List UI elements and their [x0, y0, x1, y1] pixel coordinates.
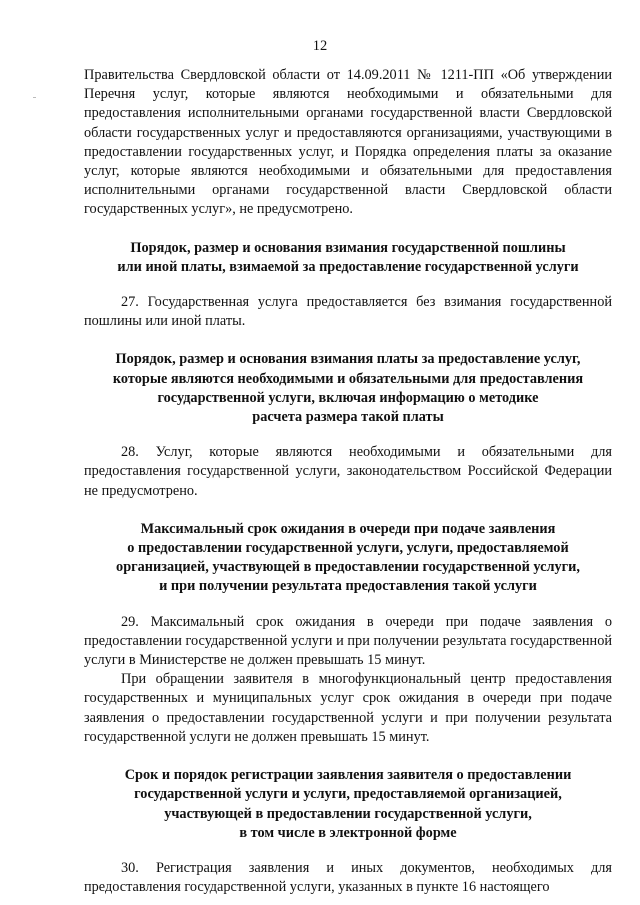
- spacer: [84, 747, 612, 766]
- page-number: 12: [312, 38, 328, 54]
- heading-line: государственной услуги, включая информацию о методике: [157, 389, 539, 406]
- paragraph-27: 27. Государственная услуга предоставляется без взимания государственной пошлины или иной платы.: [84, 294, 612, 330]
- heading-line: в том числе в электронной форме: [239, 824, 457, 841]
- heading-line: участвующей в предоставлении государственной услуги,: [164, 805, 532, 822]
- heading-line: и при получении результата предоставления такой услуги: [159, 578, 537, 595]
- spacer: [84, 843, 612, 859]
- paragraph-30: 30. Регистрация заявления и иных документов, необходимых для предоставления государственной услуги, указанных в пункте 16 настоящего: [84, 859, 612, 896]
- heading-line: государственной услуги и услуги, предоставляемой организацией,: [134, 786, 562, 803]
- heading-line: или иной платы, взимаемой за предоставление государственной услуги: [117, 258, 579, 275]
- spacer: [84, 277, 612, 293]
- heading-line: Порядок, размер и основания взимания государственной пошлины: [130, 239, 566, 256]
- heading-line: которые являются необходимыми и обязательными для предоставления: [112, 370, 584, 387]
- spacer: [84, 501, 612, 520]
- heading-line: о предоставлении государственной услуги, услуги, предоставляемой: [127, 540, 569, 557]
- heading-line: организацией, участвующей в предоставлении государственной услуги,: [116, 559, 580, 576]
- section-heading-waiting-time: [84, 520, 612, 597]
- heading-line: Порядок, размер и основания взимания платы за предоставление услуг,: [115, 351, 581, 368]
- paragraph-28: 28. Услуг, которые являются необходимыми и обязательными для предоставления государственной услуги, законодательством Российской Федерации не предусмотрено.: [84, 444, 612, 499]
- section-heading-fee-for-services: [84, 350, 612, 427]
- spacer: [84, 427, 612, 443]
- spacer: [84, 220, 612, 239]
- paragraph-29: 29. Максимальный срок ожидания в очереди при подаче заявления о предоставлении государственной услуги и при получении результата государственной услуги в Министерстве не должен превышать 15 минут.: [84, 613, 612, 669]
- section-heading-registration: [84, 766, 612, 843]
- spacer: [84, 331, 612, 350]
- heading-line: Срок и порядок регистрации заявления заявителя о предоставлении: [124, 767, 572, 784]
- document-body: [84, 66, 612, 897]
- heading-line: расчета размера такой платы: [252, 409, 444, 426]
- paragraph-29-mfc: При обращении заявителя в многофункциональный центр предоставления государственных и муниципальных услуг срок ожидания в очереди при подаче заявления о предоставлении государственной услуги и при получении результата государственной услуги не должен превышать 15 минут.: [84, 671, 612, 745]
- scan-mark: [33, 97, 36, 98]
- section-heading-state-fee: [84, 239, 612, 277]
- heading-line: Максимальный срок ожидания в очереди при подаче заявления: [140, 520, 556, 537]
- paragraph-continuation: Правительства Свердловской области от 14.09.2011 № 1211-ПП «Об утверждении Перечня услуг, которые являются необходимыми и обязательными для предоставления исполнительными органами государственной власти Свердловской области государственных услуг и предоставляются организациями, участвующими в предоставлении государственных услуг, и Порядка определения платы за оказание услуг, которые являются необходимыми и обязательными для предоставления исполнительными органами государственной власти Свердловской области государственных услуг», не предусмотрено.: [84, 67, 612, 218]
- spacer: [84, 597, 612, 613]
